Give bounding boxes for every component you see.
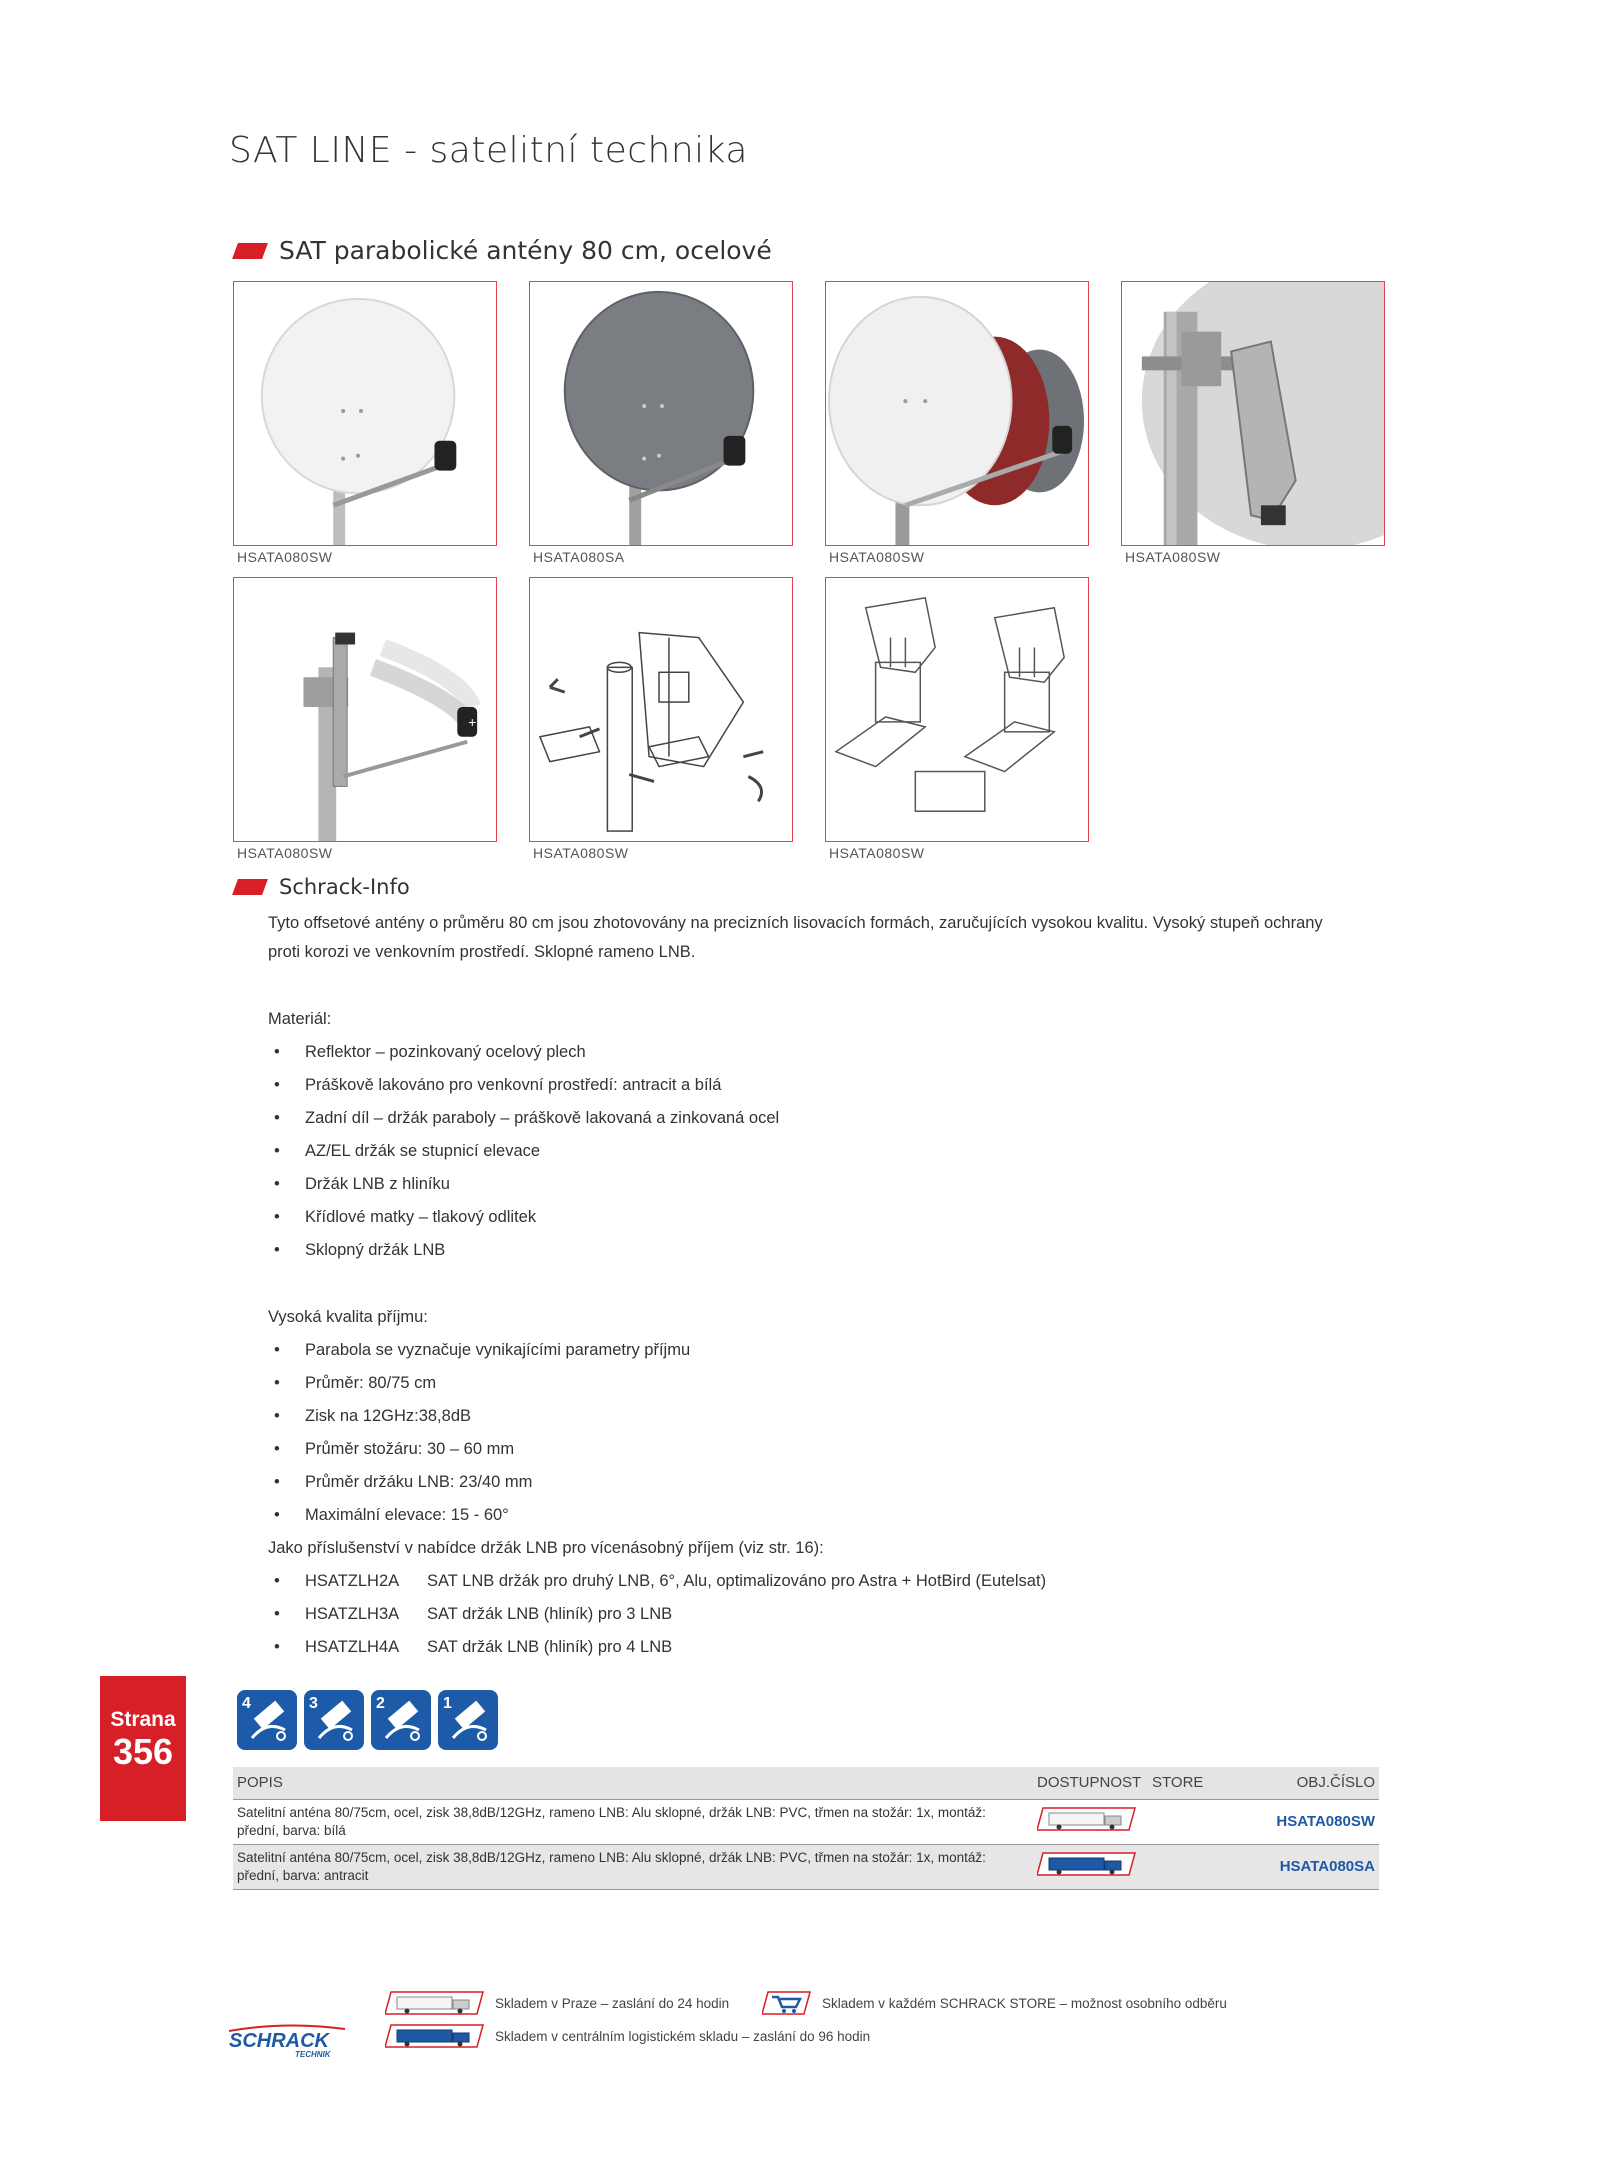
legend-text: Skladem v každém SCHRACK STORE – možnost osobního odběru <box>822 1995 1227 2011</box>
thumbnail-caption: HSATA080SW <box>1125 549 1221 565</box>
table-row[interactable] <box>233 1799 1379 1844</box>
list-item: • AZ/EL držák se stupnicí elevace <box>268 1135 779 1168</box>
list-item: • Práškově lakováno pro venkovní prostředí: antracit a bílá <box>268 1069 779 1102</box>
product-image-bracket-drawing[interactable] <box>529 577 793 842</box>
shopping-cart-icon <box>762 1990 812 2016</box>
list-item <box>268 1631 1046 1664</box>
page-title: SAT LINE - satelitní technika <box>229 130 748 171</box>
svg-text:4: 4 <box>242 1695 251 1712</box>
section-heading-antennas <box>235 236 772 265</box>
availability-cell <box>1033 1844 1148 1889</box>
mast-bracket-photo <box>1122 282 1384 545</box>
section-heading-text: SAT parabolické antény 80 cm, ocelové <box>279 236 772 265</box>
list-item: • Průměr: 80/75 cm <box>268 1367 1046 1400</box>
accessory-text: SAT LNB držák pro druhý LNB, 6°, Alu, optimalizováno pro Astra + HotBird (Eutelsat) <box>427 1572 1047 1590</box>
svg-text:SCHRACK: SCHRACK <box>229 2030 329 2052</box>
dish-color-variants-image <box>826 282 1088 545</box>
list-item: • Průměr držáku LNB: 23/40 mm <box>268 1466 1046 1499</box>
accessories-list <box>268 1565 1046 1664</box>
legend-store <box>762 1990 1227 2016</box>
svg-text:+: + <box>468 713 477 730</box>
anthracite-dish-image <box>530 282 792 545</box>
product-description: Satelitní anténa 80/75cm, ocel, zisk 38,8dB/12GHz, rameno LNB: Alu sklopné, držák LNB: PVC, třmen na stožár: 1x, montáž: přední, barva: antracit <box>233 1844 1033 1889</box>
product-image-tilt-arm[interactable] <box>233 577 497 842</box>
accessory-code: HSATZLH4A <box>305 1638 400 1656</box>
accessory-code: HSATZLH2A <box>305 1572 400 1590</box>
product-image-mast-bracket[interactable] <box>1121 281 1385 546</box>
availability-cell <box>1033 1799 1148 1844</box>
list-item: • Parabola se vyznačuje vynikajícími parametry příjmu <box>268 1334 1046 1367</box>
legend-prague <box>385 1990 729 2016</box>
column-header-avail: DOSTUPNOST <box>1033 1767 1148 1799</box>
page-number-tab <box>100 1676 186 1821</box>
thumbnail-caption: HSATA080SA <box>533 549 625 565</box>
product-code[interactable]: HSATA080SA <box>1279 1857 1375 1875</box>
red-marker-icon <box>232 243 268 259</box>
column-header-store: STORE <box>1148 1767 1208 1799</box>
product-image-white-dish[interactable] <box>233 281 497 546</box>
product-description: Satelitní anténa 80/75cm, ocel, zisk 38,8dB/12GHz, rameno LNB: Alu sklopné, držák LNB: PVC, třmen na stožár: 1x, montáž: přední, barva: bílá <box>233 1799 1033 1844</box>
material-label: Materiál: <box>268 1010 332 1028</box>
list-item: • Průměr stožáru: 30 – 60 mm <box>268 1433 1046 1466</box>
section-heading-text: Schrack-Info <box>279 875 410 899</box>
section-heading-info <box>235 875 410 899</box>
page-tab-label: Strana <box>110 1708 176 1731</box>
schrack-logo <box>225 2023 350 2064</box>
list-item: • Zisk na 12GHz:38,8dB <box>268 1400 1046 1433</box>
accessory-text: SAT držák LNB (hliník) pro 3 LNB <box>427 1605 673 1623</box>
accessory-code: HSATZLH3A <box>305 1605 400 1623</box>
column-header-code: OBJ.ČÍSLO <box>1208 1767 1379 1799</box>
accessories-label: Jako příslušenství v nabídce držák LNB pro vícenásobný příjem (viz str. 16): <box>268 1539 824 1557</box>
column-header-desc: POPIS <box>233 1767 1033 1799</box>
table-header-row <box>233 1767 1379 1799</box>
list-item: • Držák LNB z hliníku <box>268 1168 779 1201</box>
truck-blue-icon <box>1037 1851 1137 1877</box>
list-item: • Sklopný držák LNB <box>268 1234 779 1267</box>
store-cell <box>1148 1844 1208 1889</box>
svg-text:1: 1 <box>443 1695 452 1712</box>
product-table <box>233 1767 1379 1890</box>
page-tab-number: 356 <box>112 1731 174 1772</box>
svg-text:3: 3 <box>309 1695 318 1712</box>
list-item: • Zadní díl – držák paraboly – práškově lakovaná a zinkovaná ocel <box>268 1102 779 1135</box>
list-item <box>268 1565 1046 1598</box>
satellite-4-icon <box>237 1690 297 1750</box>
list-item <box>268 1598 1046 1631</box>
thumbnail-caption: HSATA080SW <box>829 549 925 565</box>
material-block <box>268 1003 779 1267</box>
svg-text:TECHNIK: TECHNIK <box>295 2050 331 2059</box>
legend-text: Skladem v Praze – zaslání do 24 hodin <box>495 1995 730 2011</box>
product-code[interactable]: HSATA080SW <box>1276 1812 1375 1830</box>
truck-white-icon <box>1037 1806 1137 1832</box>
tilt-lnb-arm-image <box>234 578 496 841</box>
product-image-anthracite-dish[interactable] <box>529 281 793 546</box>
svg-text:2: 2 <box>376 1695 385 1712</box>
red-marker-icon <box>232 879 268 895</box>
satellite-3-icon <box>304 1690 364 1750</box>
truck-blue-icon <box>385 2023 485 2049</box>
quality-block <box>268 1301 1046 1664</box>
bracket-assembly-drawing <box>530 578 792 841</box>
product-image-clamp-drawing[interactable] <box>825 577 1089 842</box>
list-item: • Reflektor – pozinkovaný ocelový plech <box>268 1036 779 1069</box>
list-item: • Maximální elevace: 15 - 60° <box>268 1499 1046 1532</box>
quality-label: Vysoká kvalita příjmu: <box>268 1308 428 1326</box>
schrack-logo-image <box>225 2023 350 2059</box>
satellite-2-icon <box>371 1690 431 1750</box>
table-row[interactable] <box>233 1844 1379 1889</box>
white-dish-image <box>234 282 496 545</box>
legend-text: Skladem v centrálním logistickém skladu – zaslání do 96 hodin <box>495 2028 871 2044</box>
thumbnail-caption: HSATA080SW <box>237 845 333 861</box>
legend-central <box>385 2023 870 2049</box>
clamp-drawing <box>826 578 1088 841</box>
thumbnail-caption: HSATA080SW <box>533 845 629 861</box>
truck-white-icon <box>385 1990 485 2016</box>
accessory-text: SAT držák LNB (hliník) pro 4 LNB <box>427 1638 673 1656</box>
store-cell <box>1148 1799 1208 1844</box>
info-intro: Tyto offsetové antény o průměru 80 cm jsou zhotovovány na precizních lisovacích formách, zaručujících vysokou kvalitu. Vysoký stupeň ochrany proti korozi ve venkovním prostředí. Sklopné rameno LNB. <box>268 914 1323 961</box>
thumbnail-caption: HSATA080SW <box>237 549 333 565</box>
list-item: • Křídlové matky – tlakový odlitek <box>268 1201 779 1234</box>
thumbnail-caption: HSATA080SW <box>829 845 925 861</box>
satellite-1-icon <box>438 1690 498 1750</box>
material-list <box>268 1036 779 1267</box>
quality-list <box>268 1334 1046 1532</box>
satellite-count-icons <box>237 1690 498 1750</box>
product-image-dish-variants[interactable] <box>825 281 1089 546</box>
